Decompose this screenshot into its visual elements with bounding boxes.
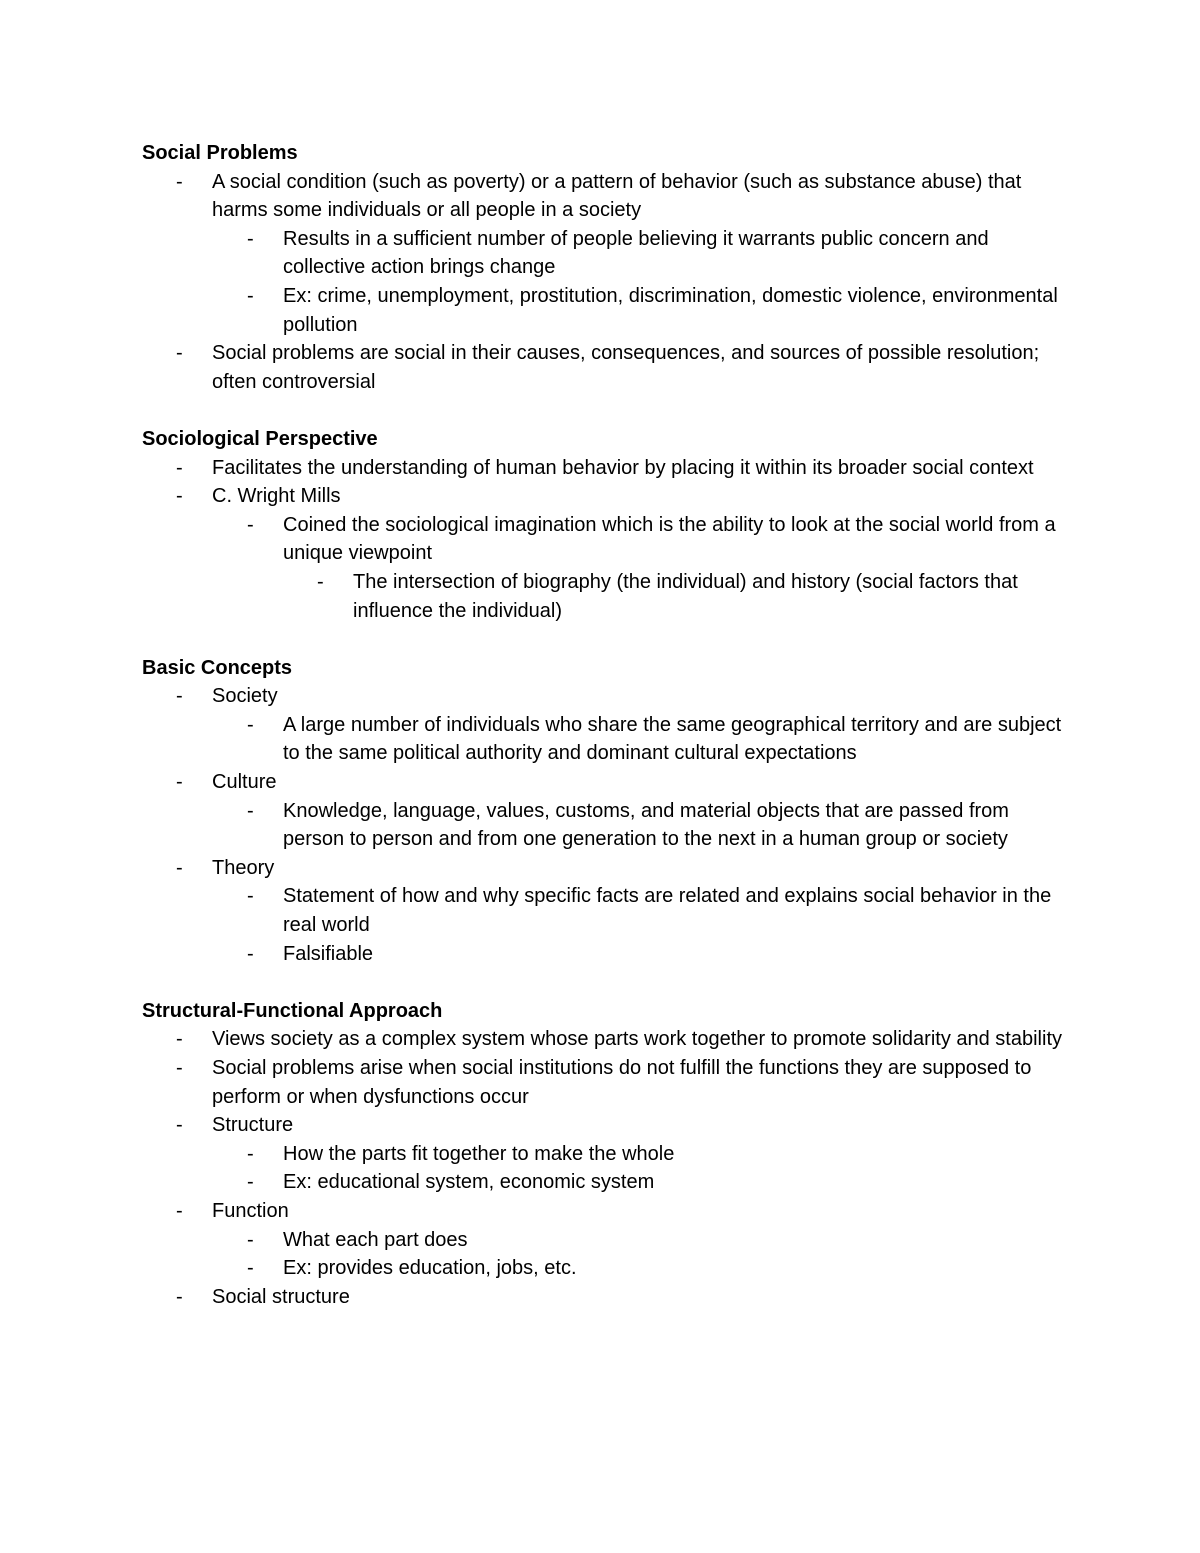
bullet-dash: - [176,1285,183,1308]
list-item-text: Facilitates the understanding of human behavior by placing it within its broader social context [212,456,1034,479]
list-item-text: C. Wright Mills [212,485,341,508]
list-item [142,1283,1072,1312]
section-basic-concepts [142,654,1072,969]
bullet-dash: - [247,284,254,307]
list-item [142,168,1072,225]
bullet-list [142,1025,1072,1311]
list-item [142,482,1072,511]
list-item [142,1197,1072,1226]
bullet-dash: - [247,1171,254,1194]
bullet-dash: - [176,856,183,879]
bullet-dash: - [247,942,254,965]
bullet-list [142,168,1072,397]
list-item [142,882,1072,939]
list-item-text: Views society as a complex system whose parts work together to promote solidarity and stability [212,1028,1062,1051]
list-item [142,1025,1072,1054]
list-item-text: Social problems arise when social institutions do not fulfill the functions they are supposed to perform or when dysfunctions occur [212,1057,1032,1108]
list-item-text: Ex: educational system, economic system [283,1171,655,1194]
bullet-dash: - [247,713,254,736]
bullet-dash: - [247,799,254,822]
list-item [142,511,1072,568]
list-item [142,797,1072,854]
section-social-problems [142,139,1072,396]
list-item [142,682,1072,711]
list-item-text: Coined the sociological imagination which is the ability to look at the social world from a unique viewpoint [283,513,1056,565]
list-item-text: Results in a sufficient number of people believing it warrants public concern and collective action brings change [283,227,989,279]
bullet-dash: - [247,1142,254,1165]
section-heading: Structural-Functional Approach [142,999,443,1022]
list-item [142,768,1072,797]
list-item-text: Ex: provides education, jobs, etc. [283,1257,577,1280]
list-item [142,568,1072,625]
list-item-text: Culture [212,771,277,794]
list-item [142,1226,1072,1255]
list-item [142,1254,1072,1283]
list-item-text: Statement of how and why specific facts are related and explains social behavior in the real world [283,885,1052,937]
list-item-text: Function [212,1199,289,1222]
bullet-dash: - [176,456,183,479]
list-item-text: A social condition (such as poverty) or a pattern of behavior (such as substance abuse) that harms some individuals or all people in a society [212,170,1022,222]
bullet-dash: - [317,570,324,593]
list-item-text: What each part does [283,1228,468,1251]
list-item [142,1168,1072,1197]
list-item [142,225,1072,282]
section-heading: Sociological Perspective [142,427,378,450]
section-heading: Basic Concepts [142,656,293,679]
document-content [142,139,1072,1340]
list-item [142,454,1072,483]
list-item [142,282,1072,339]
bullet-dash: - [176,771,183,794]
bullet-dash: - [247,513,254,536]
section-heading: Social Problems [142,142,298,164]
list-item-text: How the parts fit together to make the whole [283,1142,675,1165]
section-sociological-perspective [142,425,1072,625]
list-item-text: Social problems are social in their causes, consequences, and sources of possible resolution; often controversial [212,342,1040,393]
list-item-text: Theory [212,856,275,879]
bullet-dash: - [247,885,254,908]
list-item [142,711,1072,768]
list-item [142,339,1072,396]
list-item-text: Structure [212,1114,294,1137]
bullet-dash: - [247,1228,254,1251]
list-item-text: Ex: crime, unemployment, prostitution, discrimination, domestic violence, environmental pollution [283,284,1058,336]
list-item [142,1054,1072,1111]
list-item-text: Knowledge, language, values, customs, and material objects that are passed from person to person and from one generation to the next in a human group or society [283,799,1009,851]
bullet-dash: - [247,227,254,250]
bullet-dash: - [176,685,183,708]
bullet-dash: - [176,170,183,193]
list-item-text: A large number of individuals who share the same geographical territory and are subject to the same political authority and dominant cultural expectations [283,713,1062,765]
bullet-dash: - [176,1057,183,1079]
bullet-dash: - [176,1199,183,1222]
bullet-list [142,682,1072,968]
list-item [142,854,1072,883]
bullet-dash: - [176,1114,183,1137]
list-item-text: The intersection of biography (the individual) and history (social factors that influence the individual) [353,570,1018,622]
list-item [142,1140,1072,1169]
list-item-text: Falsifiable [283,942,374,965]
list-item-text: Society [212,685,278,708]
list-item [142,940,1072,969]
bullet-dash: - [247,1257,254,1280]
list-item [142,1111,1072,1140]
bullet-dash: - [176,485,183,508]
bullet-dash: - [176,342,183,365]
bullet-dash: - [176,1028,183,1051]
list-item-text: Social structure [212,1285,350,1308]
section-structural-functional-approach [142,997,1072,1312]
bullet-list [142,454,1072,626]
